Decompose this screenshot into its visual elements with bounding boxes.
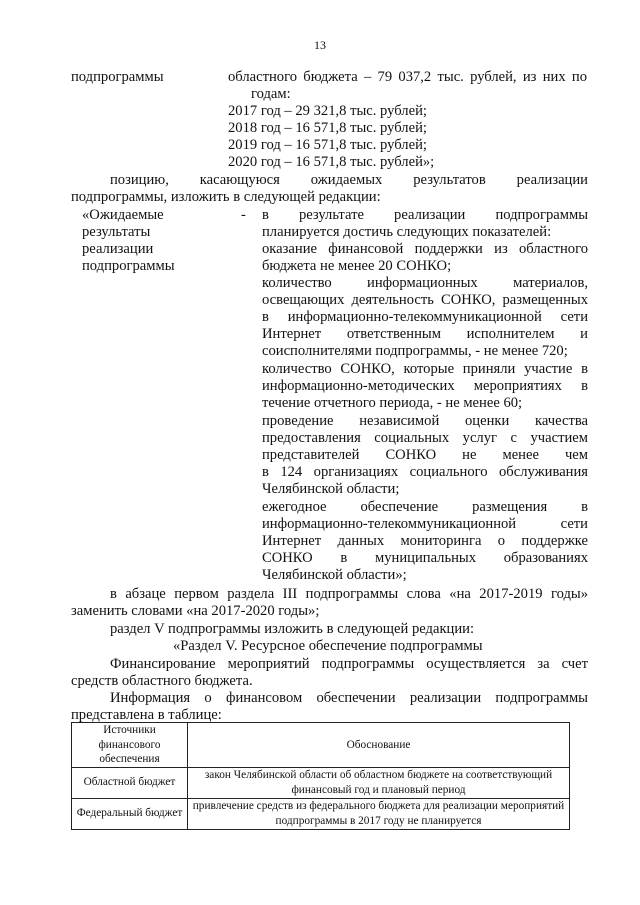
results-line: ежегодное обеспечение размещения в: [262, 499, 588, 515]
intro-line: позицию, касающуюся ожидаемых результатов реализации: [110, 172, 588, 188]
prev-line: 2017 год – 29 321,8 тыс. рублей;: [228, 103, 427, 119]
prev-line: 2018 год – 16 571,8 тыс. рублей;: [228, 120, 427, 136]
results-line: оказание финансовой поддержки из областного: [262, 241, 588, 257]
results-line: проведение независимой оценки качества: [262, 413, 588, 429]
results-line: количество информационных материалов,: [262, 275, 588, 291]
results-line: планируется достичь следующих показателей:: [262, 224, 552, 240]
results-line: информационно-методических мероприятиях в: [262, 378, 588, 394]
results-line: информационно-телекоммуникационной сети: [262, 516, 588, 532]
results-line: Челябинской области»;: [262, 567, 407, 583]
results-label: «Ожидаемые: [82, 207, 164, 223]
results-line: в информационно-телекоммуникационной сети: [262, 309, 588, 325]
financing-table: [71, 722, 570, 830]
table-header-row: [72, 723, 570, 768]
body-line: представлена в таблице:: [71, 707, 222, 723]
results-line: СОНКО в муниципальных образованиях: [262, 550, 588, 566]
table-cell-source: Федеральный бюджет: [72, 798, 188, 829]
results-line: освещающих деятельность СОНКО, размещенных: [262, 292, 588, 308]
prev-line: 2019 год – 16 571,8 тыс. рублей;: [228, 137, 427, 153]
results-line: бюджета не менее 20 СОНКО;: [262, 258, 452, 274]
section-heading: «Раздел V. Ресурсное обеспечение подпрограммы: [173, 638, 483, 654]
prev-line: годам:: [251, 86, 291, 102]
results-label: реализации: [82, 241, 154, 257]
table-cell-reason: закон Челябинской области об областном бюджете на соответствующий финансовый год и плановый период: [188, 767, 570, 798]
body-line: раздел V подпрограммы изложить в следующей редакции:: [110, 621, 475, 637]
body-line: Информация о финансовом обеспечении реализации подпрограммы: [110, 690, 588, 706]
table-cell-reason: привлечение средств из федерального бюджета для реализации мероприятий подпрограммы в 2017 году не планируется: [188, 798, 570, 829]
results-line: количество СОНКО, которые приняли участие в: [262, 361, 588, 377]
intro-line: подпрограммы, изложить в следующей редакции:: [71, 189, 381, 205]
body-line: средств областного бюджета.: [71, 673, 253, 689]
results-dash: -: [241, 207, 246, 223]
body-line: заменить словами «на 2017-2020 годы»;: [71, 603, 320, 619]
results-line: соисполнителями подпрограммы, - не менее 720;: [262, 343, 568, 359]
results-line: Челябинской области;: [262, 481, 400, 497]
table-header-source: Источники финансового обеспечения: [72, 723, 188, 768]
body-line: в абзаце первом раздела III подпрограммы слова «на 2017-2019 годы»: [110, 586, 588, 602]
results-line: в 124 организациях социального обслуживания: [262, 464, 588, 480]
table-row: [72, 767, 570, 798]
results-line: предоставления социальных услуг с участием: [262, 430, 588, 446]
results-line: в результате реализации подпрограммы: [262, 207, 588, 223]
table-cell-source: Областной бюджет: [72, 767, 188, 798]
results-line: Интернет ответственным исполнителем и: [262, 326, 588, 342]
table-header-reason: Обоснование: [188, 723, 570, 768]
results-line: Интернет данных мониторинга о поддержке: [262, 533, 588, 549]
results-line: представителей СОНКО не менее чем: [262, 447, 588, 463]
results-line: течение отчетного периода, - не менее 60;: [262, 395, 523, 411]
page-number: 13: [314, 38, 326, 52]
results-label: результаты: [82, 224, 151, 240]
prev-line: областного бюджета – 79 037,2 тыс. рублей, из них по: [228, 69, 587, 85]
body-line: Финансирование мероприятий подпрограммы осуществляется за счет: [110, 656, 588, 672]
table-row: [72, 798, 570, 829]
prev-left-label: подпрограммы: [71, 69, 164, 85]
results-label: подпрограммы: [82, 258, 175, 274]
prev-line: 2020 год – 16 571,8 тыс. рублей»;: [228, 154, 435, 170]
